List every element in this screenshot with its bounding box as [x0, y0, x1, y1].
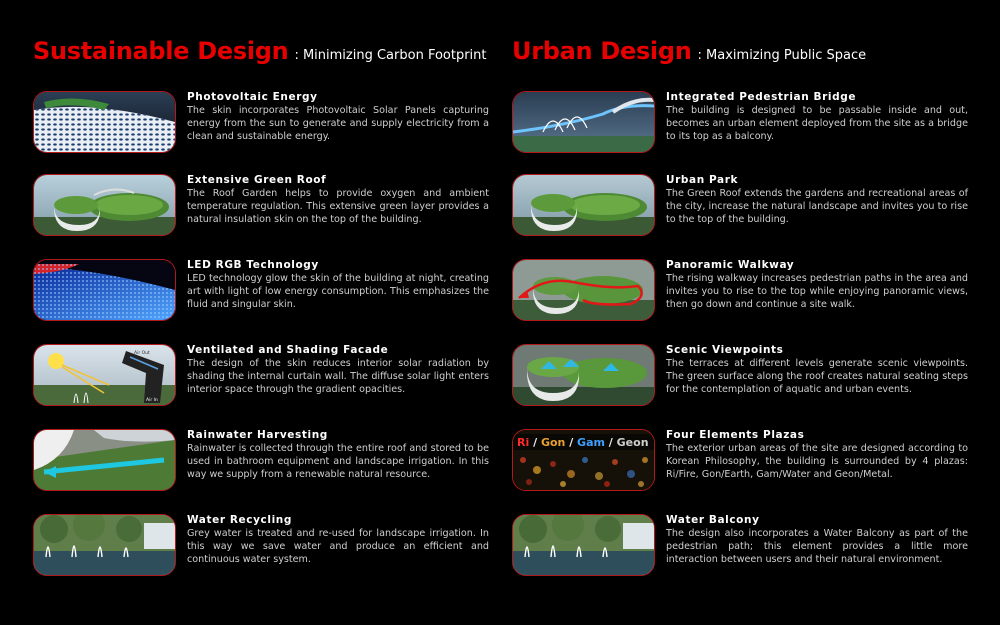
section-subtitle: : Minimizing Carbon Footprint — [294, 48, 487, 63]
feature-description: The Green Roof extends the gardens and recreational areas of the city, increase the natural landscape and invites you to rise to the top of the building. — [666, 188, 968, 226]
section-title: Sustainable Design — [33, 37, 289, 65]
feature-title: Urban Park — [666, 174, 739, 186]
feature-description: The rising walkway increases pedestrian paths in the area and invites you to rise to the top while enjoying panoramic views, then go down and continue a site walk. — [666, 273, 968, 311]
feature-title: Water Balcony — [666, 514, 760, 526]
feature-title: Water Recycling — [187, 514, 292, 526]
plaza-geon-label: Geon — [616, 436, 649, 449]
feature-item — [512, 344, 982, 408]
feature-item — [512, 514, 982, 578]
green-roof-image — [33, 174, 176, 236]
feature-title: Photovoltaic Energy — [187, 91, 318, 103]
viewpoints-diagram — [512, 344, 655, 406]
feature-item — [33, 514, 503, 578]
section-subtitle: : Maximizing Public Space — [697, 48, 867, 63]
feature-description: Rainwater is collected through the entire roof and stored to be used in bathroom equipment and landscape irrigation. In this way we supply from a renewable natural resource. — [187, 443, 489, 481]
feature-description: The skin incorporates Photovoltaic Solar Panels capturing energy from the sun to generate and supply electricity from a clean and sustainable energy. — [187, 105, 489, 143]
led-facade-image — [33, 259, 176, 321]
air-in-label: Air In — [146, 398, 158, 403]
feature-title: Scenic Viewpoints — [666, 344, 784, 356]
feature-item — [33, 344, 503, 408]
four-elements-image — [512, 429, 655, 491]
feature-description: LED technology glow the skin of the building at night, creating art with light of low energy consumption. This emphasizes the fluid and singular skin. — [187, 273, 489, 311]
feature-title: Integrated Pedestrian Bridge — [666, 91, 857, 103]
feature-item — [33, 91, 503, 155]
feature-item — [512, 174, 982, 238]
feature-title: Panoramic Walkway — [666, 259, 795, 271]
feature-description: The exterior urban areas of the site are designed according to Korean Philosophy, the building is surrounded by 4 plazas: Ri/Fire, Gon/Earth, Gam/Water and Geon/Metal. — [666, 443, 968, 481]
feature-title: Extensive Green Roof — [187, 174, 327, 186]
sustainable-design-column — [33, 0, 503, 625]
feature-description: The terraces at different levels generate scenic viewpoints. The green surface along the roof creates natural seating steps for the contemplation of aquatic and urban events. — [666, 358, 968, 396]
feature-description: Grey water is treated and re-used for landscape irrigation. In this way we save water and produce an efficient and continuous water system. — [187, 528, 489, 566]
section-header — [512, 37, 866, 65]
fountain-image — [33, 514, 176, 576]
feature-item — [512, 91, 982, 155]
feature-item — [512, 259, 982, 323]
section-header — [33, 37, 487, 65]
feature-description: The building is designed to be passable inside and out, becomes an urban element deployed from the site as a bridge to its top as a balcony. — [666, 105, 968, 143]
rainwater-diagram — [33, 429, 176, 491]
feature-title: Rainwater Harvesting — [187, 429, 328, 441]
feature-description: The design also incorporates a Water Balcony as part of the pedestrian path; this element provides a little more interaction between users and their natural environment. — [666, 528, 968, 566]
feature-title: Ventilated and Shading Facade — [187, 344, 389, 356]
section-title: Urban Design — [512, 37, 692, 65]
walkway-diagram — [512, 259, 655, 321]
feature-description: The design of the skin reduces interior solar radiation by shading the internal curtain wall. The diffuse solar light enters interior space through the gradient opacities. — [187, 358, 489, 396]
pedestrian-bridge-image — [512, 91, 655, 153]
feature-item — [512, 429, 982, 493]
urban-park-image — [512, 174, 655, 236]
plaza-gon-label: Gon — [540, 436, 566, 449]
feature-item — [33, 174, 503, 238]
feature-title: Four Elements Plazas — [666, 429, 805, 441]
air-out-label: Air Out — [134, 351, 150, 356]
water-balcony-image — [512, 514, 655, 576]
feature-description: The Roof Garden helps to provide oxygen and ambient temperature regulation. This extensive green layer provides a natural insulation skin on the top of the building. — [187, 188, 489, 226]
feature-item — [33, 429, 503, 493]
photovoltaic-skin-image — [33, 91, 176, 153]
svg-text:Ri / Gon / Gam / Geon: Ri / Gon / Gam / Geon — [517, 436, 649, 449]
urban-design-column — [512, 0, 982, 625]
ventilated-facade-diagram — [33, 344, 176, 406]
plaza-ri-label: Ri — [517, 436, 530, 449]
feature-item — [33, 259, 503, 323]
plaza-gam-label: Gam — [577, 436, 605, 449]
feature-title: LED RGB Technology — [187, 259, 319, 271]
